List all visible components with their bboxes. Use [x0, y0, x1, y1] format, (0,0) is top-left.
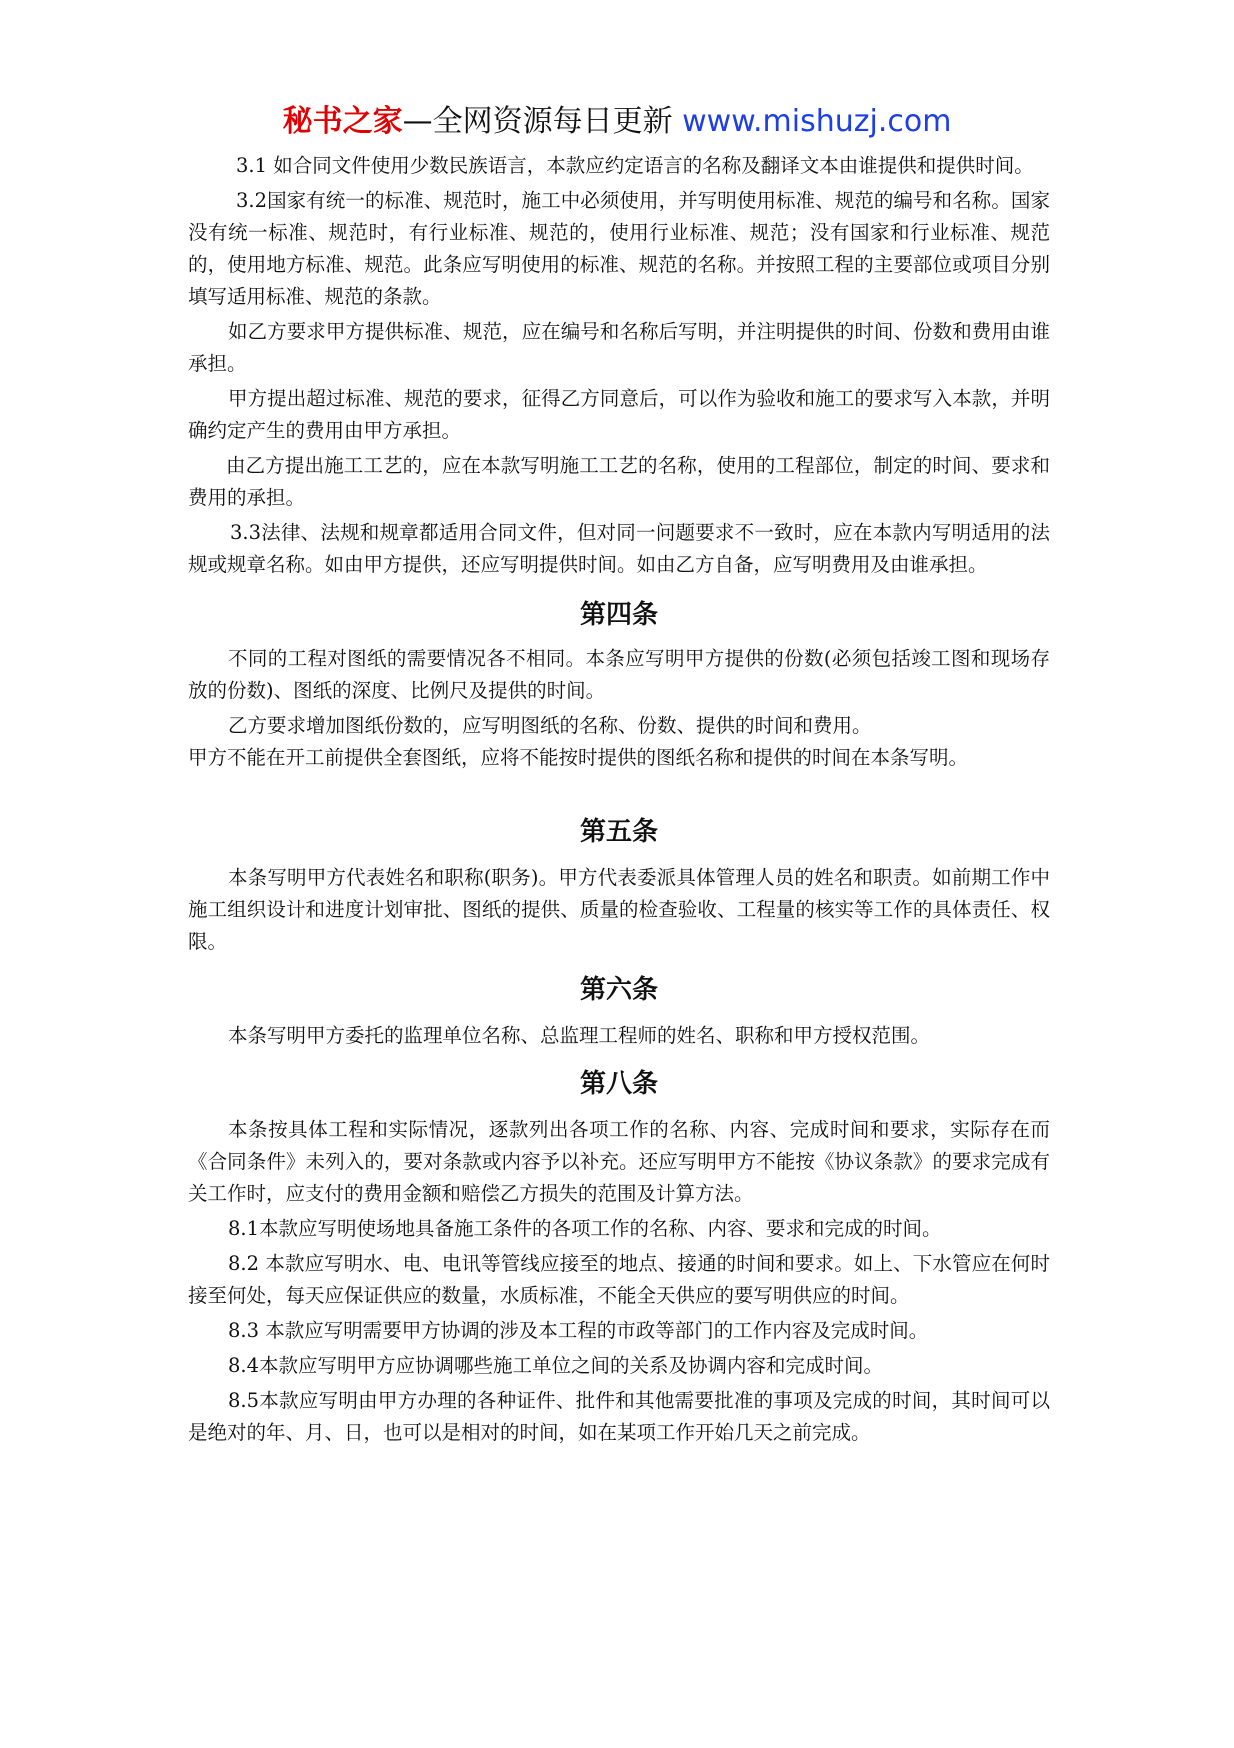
heading-article-4: 第四条 [579, 600, 658, 630]
paragraph-3-1: 3.1 如合同文件使用少数民族语言，本款应约定语言的名称及翻译文本由谁提供和提供时间。 [236, 154, 1034, 177]
paragraph-8-2: 8.2 本款应写明水、电、电讯等管线应接至的地点、接通的时间和要求。如上、下水管应在何时接至何处，每天应保证供应的数量，水质标准，不能全天供应的要写明供应的时间。 [188, 1252, 1050, 1307]
paragraph-5: 本条写明甲方代表姓名和职称(职务)。甲方代表委派具体管理人员的姓名和职责。如前期工作中施工组织设计和进度计划审批、图纸的提供、质量的检查验收、工程量的核实等工作的具体责任、权限。 [188, 866, 1050, 953]
banner-url[interactable]: www.mishuzj.com [682, 104, 952, 139]
paragraph-3-2-standards-request: 如乙方要求甲方提供标准、规范，应在编号和名称后写明，并注明提供的时间、份数和费用由谁承担。 [188, 320, 1050, 375]
paragraph-4-c: 甲方不能在开工前提供全套图纸，应将不能按时提供的图纸名称和提供的时间在本条写明。 [188, 746, 969, 769]
paragraph-3-2-process: 由乙方提出施工工艺的，应在本款写明施工工艺的名称，使用的工程部位，制定的时间、要求和费用的承担。 [188, 454, 1050, 509]
heading-article-6: 第六条 [579, 975, 658, 1005]
paragraph-8: 本条按具体工程和实际情况，逐款列出各项工作的名称、内容、完成时间和要求，实际存在而《合同条件》未列入的，要对条款或内容予以补充。还应写明甲方不能按《协议条款》的要求完成有关工作时，应支付的费用金额和赔偿乙方损失的范围及计算方法。 [188, 1118, 1050, 1205]
banner-site-name: 秘书之家 [282, 104, 403, 139]
paragraph-8-5: 8.5本款应写明由甲方办理的各种证件、批件和其他需要批准的事项及完成的时间，其时间可以是绝对的年、月、日，也可以是相对的时间，如在某项工作开始几天之前完成。 [188, 1389, 1050, 1444]
document-body [188, 150, 1050, 1449]
heading-article-5: 第五条 [579, 817, 658, 847]
heading-article-8: 第八条 [579, 1069, 658, 1099]
paragraph-4-b: 乙方要求增加图纸份数的，应写明图纸的名称、份数、提供的时间和费用。 [228, 714, 872, 737]
banner-tagline: —全网资源每日更新 [402, 104, 683, 139]
paragraph-6: 本条写明甲方委托的监理单位名称、总监理工程师的姓名、职称和甲方授权范围。 [228, 1024, 931, 1047]
site-banner [0, 100, 1234, 144]
paragraph-3-2-excess-requirements: 甲方提出超过标准、规范的要求，征得乙方同意后，可以作为验收和施工的要求写入本款，并明确约定产生的费用由甲方承担。 [188, 387, 1050, 442]
paragraph-3-3: 3.3法律、法规和规章都适用合同文件，但对同一问题要求不一致时，应在本款内写明适用的法规或规章名称。如由甲方提供，还应写明提供时间。如由乙方自备，应写明费用及由谁承担。 [188, 521, 1050, 576]
paragraph-8-3: 8.3 本款应写明需要甲方协调的涉及本工程的市政等部门的工作内容及完成时间。 [228, 1319, 929, 1342]
paragraph-8-1: 8.1本款应写明使场地具备施工条件的各项工作的名称、内容、要求和完成的时间。 [228, 1217, 942, 1240]
paragraph-4-a: 不同的工程对图纸的需要情况各不相同。本条应写明甲方提供的份数(必须包括竣工图和现场存放的份数)、图纸的深度、比例尺及提供的时间。 [188, 647, 1050, 702]
paragraph-8-4: 8.4本款应写明甲方应协调哪些施工单位之间的关系及协调内容和完成时间。 [228, 1354, 884, 1377]
paragraph-3-2: 3.2国家有统一的标准、规范时，施工中必须使用，并写明使用标准、规范的编号和名称。国家没有统一标准、规范时，有行业标准、规范的，使用行业标准、规范；没有国家和行业标准、规范的，使用地方标准、规范。此条应写明使用的标准、规范的名称。并按照工程的主要部位或项目分别填写适用标准、规范的条款。 [188, 189, 1050, 308]
